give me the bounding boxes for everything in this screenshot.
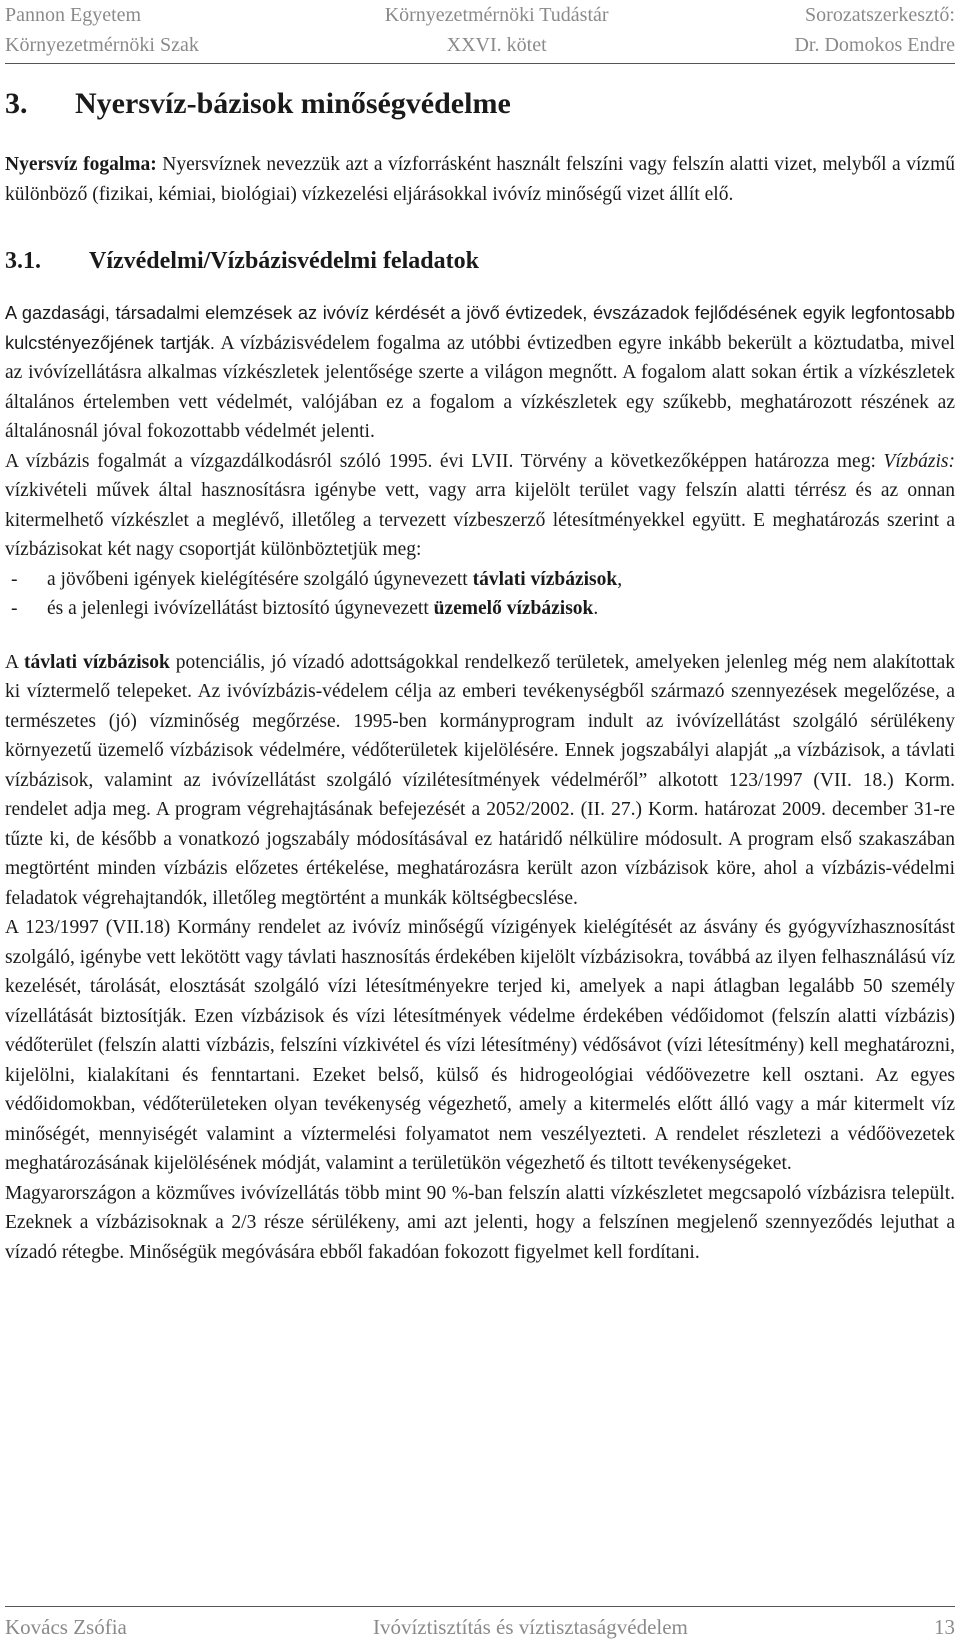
paragraph-1-text: A vízbázisvédelem fogalma az utóbbi évtizedben egyre inkább bekerült a köztudatba, mivel az ivóvízellátásra alkalmas vízkészletek jelentősége szerte a világon megnőtt. A fogalom alatt sokan értik a vízkészletek általános értelemben vett védelmét, valójában ez a fogalom a vízkészletek egy szűkebb, meghatározott részének az általánosnál jóval fokozottabb védelmét jelenti. xyxy=(5,332,955,442)
section-heading xyxy=(5,243,955,279)
list-item-content xyxy=(47,594,598,624)
list-item xyxy=(5,594,955,624)
paragraph-3-bold: távlati vízbázisok xyxy=(24,651,170,673)
paragraph-2-text-b: vízkivételi művek által hasznosításra igénybe vett, vagy arra kijelölt terület vagy felszín alatti térrész és az onnan kitermelhető vízkészlet a meglévő, illetőleg a tervezett vízbeszerző létesítményekkel együtt. E meghatározás szerint a vízbázisokat két nagy csoportját különböztetjük meg: xyxy=(5,480,955,560)
footer-divider xyxy=(5,1606,955,1607)
paragraph-4: A 123/1997 (VII.18) Kormány rendelet az ivóvíz minőségű vízigények kielégítését az ásvány és gyógyvízhasznosítást szolgáló, igénybe vett lekötött vagy távlati hasznosítás érdekében kijelölt vízbázisokra, továbbá az ilyen felhasználású víz kezelését, tárolását, elosztását szolgáló vízi létesítményekre terjed ki, amelyek a napi átlagban legalább 50 személy vízellátását biztosítják. Ezen vízbázisok és vízi létesítmények védelme érdekében védőidomot (felszín alatti vízbázis) védőterület (felszín alatti vízbázis, felszíni vízkivétel és vízi létesítmény) védősávot (vízi létesítmény) kell meghatározni, kijelölni, kialakítani és fenntartani. Ezeket belső, külső és hidrogeológiai védőövezetre kell osztani. Az egyes védőidomokban, védőterületeken olyan tevékenység végezhető, amely a kitermelés előtt álló vagy a már kitermelt víz minőségét, mennyiségét valamint a víztermelési folyamatot nem veszélyezteti. A rendelet részletezi a védőövezetek meghatározásának kijelölésének módját, valamint a területükön végezhető és tiltott tevékenységeket. xyxy=(5,917,955,1174)
header-divider xyxy=(5,63,955,64)
paragraph-3-lead: A xyxy=(5,651,25,673)
definition-text: Nyersvíznek nevezzük azt a vízforrásként használt felszíni vagy felszín alatti vizet, melyből a vízmű különböző (fizikai, kémiai, biológiai) vízkezelési eljárásokkal ivóvíz minőségű vizet állít elő. xyxy=(5,154,955,205)
paragraph-spacer xyxy=(5,624,955,648)
header-editor-name: Dr. Domokos Endre xyxy=(794,34,955,56)
list-item-bold: távlati vízbázisok xyxy=(472,568,618,590)
list-item xyxy=(5,565,955,595)
paragraph-3-text: potenciális, jó vízadó adottságokkal rendelkező területek, amelyeken jelenleg még nem alakítottak ki víztermelő telepeket. Az ivóvízbázis-védelem célja az emberi tevékenységből származó szennyezések megelőzése, a természetes (jó) vízminőség megőrzése. 1995-ben kormányprogram indult az ivóvízellátást szolgáló sérülékeny környezetű üzemelő vízbázisok védelmére, védőterületek kijelölésére. Ennek jogszabályi alapját „a vízbázisok, a távlati vízbázisok, valamint az ivóvízellátást szolgáló vízilétesítmények védelméről” alkotott 123/1997 (VII. 18.) Korm. rendelet adja meg. A program végrehajtásának befejezését a 2052/2002. (II. 27.) Korm. határozat 2009. december 31-re tűzte ki, de később a vonatkozó jogszabály módosításával ez határidő nélkülire módosult. A program első szakaszában megtörtént minden vízbázis előzetes értékelése, meghatározásra került azon vízbázisok köre, ahol a vízbázis-védelmi feladatok végrehajtandók, illetőleg megtörtént a munkák költségbecslése. xyxy=(5,651,955,909)
paragraph-5: Magyarországon a közműves ivóvízellátás több mint 90 %-ban felszín alatti vízkészletet megcsapoló vízbázisra települt. Ezeknek a vízbázisoknak a 2/3 része sérülékeny, ami azt jelenti, hogy a felszínen megjelenő szennyeződés lejuthat a vízadó rétegbe. Minőségük megóvására ebből fakadóan fokozott figyelmet kell fordítani. xyxy=(5,1182,955,1263)
list-bullet: - xyxy=(11,598,18,619)
definition-term: Nyersvíz fogalma: xyxy=(5,154,157,175)
list-item-text: a jövőbeni igények kielégítésére szolgáló úgynevezett xyxy=(47,568,473,590)
header-center xyxy=(385,0,609,60)
paragraph-2-text-a: A vízbázis fogalmát a vízgazdálkodásról szóló 1995. évi LVII. Törvény a következőképpen határozza meg: xyxy=(5,450,884,472)
header-program: Környezetmérnöki Szak xyxy=(5,34,199,56)
aquifer-type-list xyxy=(5,565,955,624)
paragraph-1 xyxy=(5,299,955,447)
paragraph-2-italic-term: Vízbázis: xyxy=(883,450,955,472)
list-item-text: és a jelenlegi ivóvízellátást biztosító úgynevezett xyxy=(47,598,434,619)
list-item-content xyxy=(47,565,622,595)
header-series: Környezetmérnöki Tudástár xyxy=(384,4,609,26)
chapter-heading xyxy=(5,80,955,128)
header-university: Pannon Egyetem xyxy=(5,4,142,26)
page-body xyxy=(5,80,955,1267)
header-volume: XXVI. kötet xyxy=(446,34,547,56)
list-item-tail: , xyxy=(617,568,623,590)
footer-author: Kovács Zsófia xyxy=(5,1615,127,1639)
list-bullet: - xyxy=(11,568,18,590)
paragraph-2 xyxy=(5,447,955,565)
page-header xyxy=(5,0,955,60)
section-number: 3.1. xyxy=(5,248,41,274)
footer-title: Ivóvíztisztítás és víztisztaságvédelem xyxy=(372,1615,688,1639)
paragraph-1-lead: A gazdasági, társadalmi elemzések az ivóvíz kérdését a jövő évtizedek, évszázadok fejlődésének egyik legfontosabb kulcstényezőjének tartják. xyxy=(5,303,955,353)
definition-paragraph xyxy=(5,150,955,209)
list-item-tail: . xyxy=(593,598,599,619)
header-right xyxy=(794,0,955,60)
header-editor-label: Sorozatszerkesztő: xyxy=(805,4,955,26)
page-number: 13 xyxy=(933,1615,955,1639)
page-footer xyxy=(5,1611,955,1643)
section-title: Vízvédelmi/Vízbázisvédelmi feladatok xyxy=(89,248,479,274)
chapter-title: Nyersvíz-bázisok minőségvédelme xyxy=(75,87,511,120)
chapter-number: 3. xyxy=(5,87,28,120)
paragraph-3 xyxy=(5,648,955,914)
list-item-bold: üzemelő vízbázisok xyxy=(433,598,594,619)
header-left xyxy=(5,0,199,60)
